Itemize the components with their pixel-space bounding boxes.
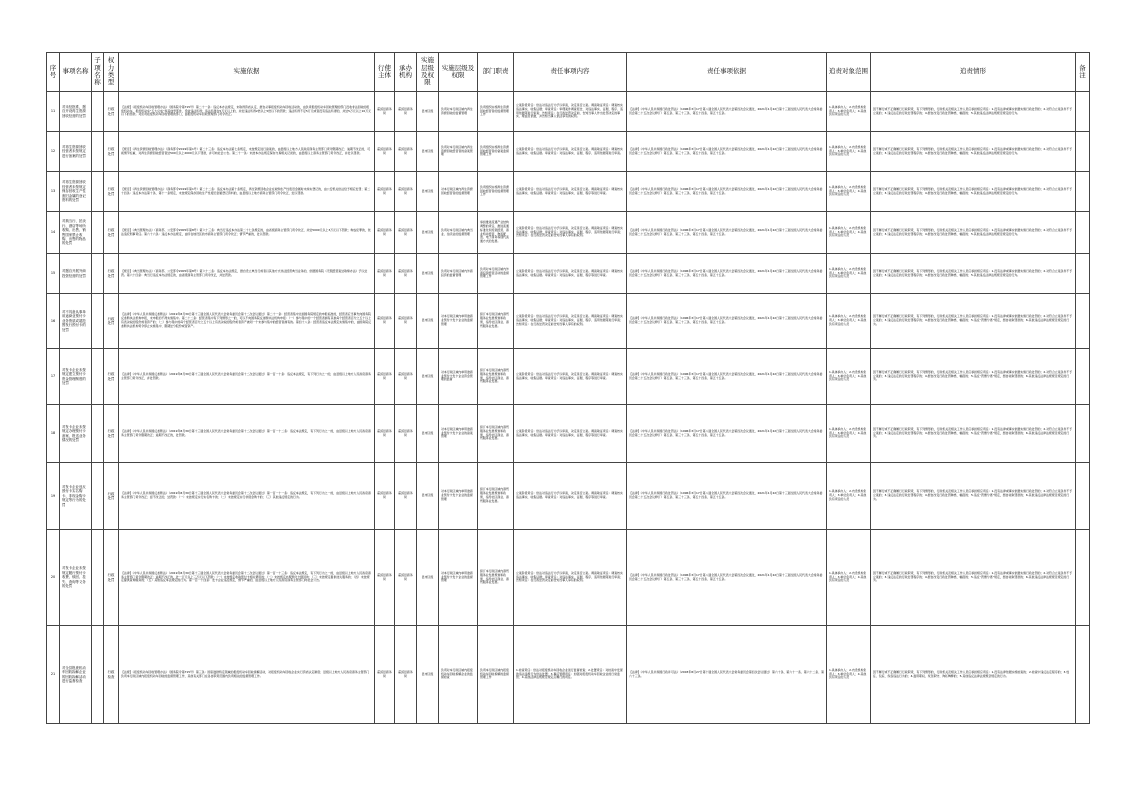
table-row [47, 254, 1090, 294]
cell-remark [1076, 463, 1090, 530]
cell-power-type: 行政处罚 [104, 294, 119, 349]
cell-sub-item [92, 405, 104, 463]
cell-idx: 17 [47, 349, 60, 405]
cell-situation: 因不履行或不正确履行行政职责，有下列情形的，行政机关及相关工作人员应承担相应责任：1.没有法律或事实依据实施行政处罚的；2.对符合立案条件不予立案的；3.违反法定的行政处罚程序的；4.擅自改变行政处罚种类、幅度的；5.违反“罚缴分离”规定，擅自收取罚款的；6.其他违反法律法规规章规定的行为。 [871, 405, 1076, 463]
table-row [47, 405, 1090, 463]
col-duty-basis: 责任事项依据 [627, 53, 827, 92]
col-power-type: 权力类型 [104, 53, 119, 92]
cell-remark [1076, 92, 1090, 132]
cell-subject: 霍邱县商务局 [375, 405, 395, 463]
cell-situation: 因不履行或不正确履行行政职责，有下列情形的，行政机关及相关工作人员应承担相应责任：1.没有法律或事实依据实施行政处罚的；2.对符合立案条件不予立案的；3.违反法定的行政处罚程序的；4.擅自改变行政处罚种类、幅度的；5.其他违反法律法规规章规定的行为。 [871, 172, 1076, 212]
cell-dept-duty: 承担推进流通产业结构调整的责任，推进流通标准化和连锁经营、商业特许经营、物流配送、电子商务等现代流通方式的发展。 [478, 212, 514, 254]
cell-dept-duty: 拟订本行政区域内商贸服务业发展规划和政策，指导社区商业、商贸服务业发展。 [478, 463, 514, 530]
col-level: 实施层级及权限 [417, 53, 439, 92]
cell-idx: 13 [47, 172, 60, 212]
cell-duty-basis: 【法律】《中华人民共和国行政处罚法》（1996年3月17日第八届全国人民代表大会第四次会议通过，2021年1月22日第十三届全国人民代表大会常务委员会第二十五次会议修订）第五条、第三十三条、第五十四条、第五十五条。 [627, 530, 827, 626]
cell-level: 县市区级 [417, 294, 439, 349]
col-level-basis: 实施层级及权限 [439, 53, 478, 92]
cell-target: 1.具体承办人；2.内设机构负责人；3.单位负责人；4.其他负有责任的人员 [827, 212, 871, 254]
table-row [47, 132, 1090, 172]
cell-subject: 霍邱县商务局 [375, 530, 395, 626]
cell-situation: 因不履行或不正确履行行政职责，有下列情形的，行政机关及相关工作人员应承担相应责任：1.没有法律或事实依据实施行政处罚的；2.对符合立案条件不予立案的；3.违反法定的行政处罚程序的；4.擅自改变行政处罚种类、幅度的；5.其他违反法律法规规章规定的行为。 [871, 212, 1076, 254]
col-sub-item: 子项名称 [92, 53, 104, 92]
cell-org: 霍邱县商务局 [395, 254, 417, 294]
cell-duty-basis: 【法律】《中华人民共和国行政处罚法》（1996年3月17日第八届全国人民代表大会第四次会议通过，2021年1月22日第十三届全国人民代表大会常务委员会第二十五次会议修订）第五条、第三十三条、第五十四条、第五十五条。 [627, 349, 827, 405]
col-remark: 备注 [1076, 53, 1090, 92]
cell-org: 霍邱县商务局 [395, 92, 417, 132]
cell-dept-duty: 负责组织实施再生资源回收经营者的监督管理工作 [478, 172, 514, 212]
cell-target: 1.具体承办人；2.内设机构负责人；3.单位负责人；4.其他负有责任的人员 [827, 530, 871, 626]
cell-org: 霍邱县商务局 [395, 463, 417, 530]
cell-dept-duty: 拟订本行政区域内商贸服务业发展规划和政策，指导社区商业、商贸服务业发展。 [478, 294, 514, 349]
cell-power-type: 行政处罚 [104, 405, 119, 463]
cell-level-basis: 负责对本行政区域内再生资源回收的监督管理 [439, 92, 478, 132]
cell-level: 县市区级 [417, 172, 439, 212]
cell-basis: 【法律】《中华人民共和国反垄断法》（2019年8月30日第十三届全国人民代表大会常务委员会第十二次会议通过）第一百一十条：违反本法规定，有下列行为之一的，由县级以上地方人民政府商务主管部门责令改正，并处罚款。 [119, 349, 375, 405]
cell-idx: 15 [47, 254, 60, 294]
cell-duty-content: 立案阶段责任：依法对违法行为予以审查，决定是否立案。调查取证责任：调查核实违法事实，收集证据。审查责任：对违法事实、证据、程序等进行审查。 [514, 463, 627, 530]
cell-sub-item [92, 349, 104, 405]
cell-situation: 因不履行或不正确履行行政职责，有下列情形的，行政机关及相关工作人员应承担相应责任：1.没有法律或事实依据实施行政处罚的；2.对符合立案条件不予立案的；3.违反法定的行政处罚程序的；4.擅自改变行政处罚种类、幅度的；5.违反“罚缴分离”规定，擅自收取罚款的；6.其他违反法律法规规章规定的行为。 [871, 530, 1076, 626]
cell-duty-basis: 【法律】《中华人民共和国行政处罚法》（1996年3月17日第八届全国人民代表大会第四次会议通过，2021年1月22日第十三届全国人民代表大会常务委员会第二十五次会议修订）第五条、第三十三条、第五十四条、第五十五条。 [627, 132, 827, 172]
cell-subject: 霍邱县商务局 [375, 254, 395, 294]
cell-situation: 因不履行或不正确履行行政职责，有下列情形的，行政机关及相关工作人员应承担相应责任：1.没有法律或事实依据实施行政处罚的；2.对符合立案条件不予立案的；3.违反法定的行政处罚程序的；4.擅自改变行政处罚种类、幅度的；5.违反“罚缴分离”规定，擅自收取罚款的；6.其他违反法律法规规章规定的行为。 [871, 294, 1076, 349]
col-idx: 序号 [47, 53, 60, 92]
cell-level-basis: 对本行政区域内单用途商业预付卡发卡企业资金管理的监督 [439, 349, 478, 405]
cell-duty-basis: 【法律】《中华人民共和国行政处罚法》（1996年3月17日第八届全国人民代表大会第四次会议通过，2021年1月22日第十三届全国人民代表大会常务委员会第二十五次会议修订）第五条、第三十三条、第五十四条、第五十五条。 [627, 254, 827, 294]
cell-sub-item [92, 626, 104, 724]
cell-level-basis: 负责对本行政区域内报废机动车回收拆解企业的监督检查 [439, 626, 478, 724]
cell-remark [1076, 294, 1090, 349]
cell-level-basis: 负责对本行政区域内典当业、拍卖业的监督管理 [439, 212, 478, 254]
cell-duty-content: 立案阶段责任：依法对违法行为予以审查，决定是否立案。调查取证责任：调查核实违法事实，收集证据。审查责任：对违法事实、证据、程序等进行审查。 [514, 349, 627, 405]
cell-target: 1.具体承办人；2.内设机构负责人；3.单位负责人；4.其他负有责任的人员 [827, 405, 871, 463]
cell-situation: 因不履行或不正确履行行政职责，有下列情形的，行政机关及相关工作人员应承担相应责任：1.没有法律或事实依据实施行政处罚的；2.对符合立案条件不予立案的；3.违反法定的行政处罚程序的；4.擅自改变行政处罚种类、幅度的；5.其他违反法律法规规章规定的行为。 [871, 92, 1076, 132]
cell-item-name: 对再生资源回收经营者未按规定进行备案的处罚 [60, 132, 92, 172]
cell-target: 1.具体承办人；2.内设机构负责人；3.单位负责人；4.其他负有责任的人员 [827, 172, 871, 212]
cell-basis: 【法律】《中华人民共和国反垄断法》（2019年8月30日第十三届全国人民代表大会常务委员会第十二次会议通过）第一百一十二条：违反本法规定，有下列行为之一的，由县级以上地方人民政府商务主管部门责令限期改正；逾期不改正的，处罚款。 [119, 405, 375, 463]
cell-power-type: 行政处罚 [104, 212, 119, 254]
cell-item-name: 对发卡企业违反预付卡实名购卡、非现金购卡规定等行为的处罚 [60, 463, 92, 530]
table-row [47, 463, 1090, 530]
cell-dept-duty: 拟订本行政区域内商贸服务业发展规划和政策，指导社区商业、商贸服务业发展。 [478, 405, 514, 463]
col-subject: 行使主体 [375, 53, 395, 92]
cell-remark [1076, 212, 1090, 254]
col-situation: 追责情形 [871, 53, 1076, 92]
cell-item-name: 对擅自开展外商投资经营的处罚 [60, 254, 92, 294]
cell-remark [1076, 349, 1090, 405]
cell-idx: 20 [47, 530, 60, 626]
cell-level-basis: 对本行政区域内单用途商业预付卡发卡企业的监督管理 [439, 530, 478, 626]
cell-situation: 因不履行或不正确履行行政职责，有下列情形的，行政机关及相关工作人员应承担相应责任：1.没有法律或事实依据实施行政处罚的；2.对符合立案条件不予立案的；3.违反法定的行政处罚程序的；4.擅自改变行政处罚种类、幅度的；5.违反“罚缴分离”规定，擅自收取罚款的；6.其他违反法律法规规章规定的行为。 [871, 463, 1076, 530]
cell-remark [1076, 172, 1090, 212]
cell-basis: 【规章】《典当管理办法》（商务部、公安部令2005年第8号）第六十三条：典当行违反本办法第二十七条规定的，由省级商务主管部门责令改正，并处5000元以上3万元以下罚款；构成犯罪的，依法追究刑事责任。第六十六条：违反本办法规定，由所在地设区的市商务主管部门责令改正；情节严重的，处以罚款。 [119, 212, 375, 254]
cell-sub-item [92, 294, 104, 349]
cell-idx: 18 [47, 405, 60, 463]
cell-duty-content: 立案阶段责任：依法对违法行为予以审查，决定是否立案。调查取证责任：调查核实违法事实，收集证据；审查责任：对违法事实、证据、程序、适用依据等进行审查；告知责任：在行政处罚决定前告知当事人享有的权利。 [514, 530, 627, 626]
cell-level-basis: 对本行政区域内单用途商业预付卡发卡企业的备案管理 [439, 405, 478, 463]
cell-remark [1076, 530, 1090, 626]
cell-sub-item [92, 132, 104, 172]
power-list-table [46, 52, 1090, 724]
cell-idx: 16 [47, 294, 60, 349]
cell-target: 1.具体承办人；2.内设机构负责人；3.单位负责人；4.其他负有责任的人员 [827, 294, 871, 349]
cell-level: 县市区级 [417, 132, 439, 172]
table-row [47, 294, 1090, 349]
table-row [47, 92, 1090, 132]
cell-power-type: 行政处罚 [104, 254, 119, 294]
cell-power-type: 行政处罚 [104, 132, 119, 172]
cell-duty-content: 立案阶段责任：依法对违法行为予以审查，决定是否立案。调查取证责任：调查核实违法事实，收集证据。审查责任：对违法事实、证据、程序等进行审查。 [514, 172, 627, 212]
cell-item-name: 对发卡企业未按规定建立预付卡资金管理制度的处罚 [60, 349, 92, 405]
table-row [47, 212, 1090, 254]
cell-level-basis: 对本行政区域内单用途商业预付卡发卡企业的监督管理 [439, 294, 478, 349]
cell-duty-content: 1.检查责任：依法对报废机动车回收企业进行监督检查；2.处置责任：对检查中发现的违法违规行为依法处置；3.事后管理责任：加强对报废机动车回收企业的日常监管；4.其他法律法规规章规定应履行的责任。 [514, 626, 627, 724]
cell-level: 县市区级 [417, 349, 439, 405]
cell-item-name: 对未经批准，擅自开设再生资源回收经营的处罚 [60, 92, 92, 132]
cell-idx: 11 [47, 92, 60, 132]
cell-level-basis: 负责对本行政区域内外商投资的监督管理 [439, 254, 478, 294]
cell-basis: 【规章】《典当管理办法》（商务部、公安部令2005年第8号）第六十二条：违反本办法规定，擅自设立典当行或者以其他方式非法经营典当业务的，依据国务院《无照经营查处取缔办法》予以处罚。第六十四条：典当行违反本办法规定的，由省级商务主管部门责令改正，并处罚款。 [119, 254, 375, 294]
cell-power-type: 行政检查 [104, 626, 119, 724]
cell-subject: 霍邱县商务局 [375, 349, 395, 405]
cell-level: 县市区级 [417, 463, 439, 530]
cell-sub-item [92, 92, 104, 132]
cell-idx: 14 [47, 212, 60, 254]
cell-sub-item [92, 530, 104, 626]
col-org: 承办机构 [395, 53, 417, 92]
cell-basis: 【法规】《报废机动车回收管理办法》（国务院令第715号）第二十一条：违反本办法规定，未取得资质认定，擅自从事报废机动车回收活动的，由负责报废机动车回收管理的部门没收非法回收的报废机动车、报废机动车“五大总成”和其他零部件，没收违法所得；违法所得在5万元以上的，并处违法所得2倍以上5倍以下的罚款；违法所得不足5万元或者没有违法所得的，并处5万元以上10万元以下的罚款。对负责报废机动车回收管理的部门，由报废机动车回收管理部门责令改正。 [119, 92, 375, 132]
cell-subject: 霍邱县商务局 [375, 92, 395, 132]
table-row [47, 172, 1090, 212]
col-basis: 实施依据 [119, 53, 375, 92]
cell-org: 霍邱县商务局 [395, 172, 417, 212]
cell-level: 县市区级 [417, 92, 439, 132]
table-row [47, 626, 1090, 724]
cell-situation: 因不履行或不正确履行行政职责，有下列情形的，行政机关及相关工作人员应承担相应责任：1.没有法律或事实依据实施行政处罚的；2.对符合立案条件不予立案的；3.违反法定的行政处罚程序的；4.擅自改变行政处罚种类、幅度的；5.其他违反法律法规规章规定的行为。 [871, 132, 1076, 172]
cell-duty-content: 立案阶段责任：依法对违法行为予以审查，决定是否立案。调查取证责任：调查核实违法事实，收集证据；审查责任：审理案件调查报告，对违法事实、证据、程序、适用依据等进行审查；告知责任：在行政处罚决定前，告知当事人作出处罚决定的事实、理由及依据，并告知当事人依法享有的权利。 [514, 92, 627, 132]
cell-duty-basis: 【法律】《中华人民共和国行政处罚法》（1996年3月17日第八届全国人民代表大会第四次会议通过，2021年1月22日第十三届全国人民代表大会常务委员会第二十五次会议修订）第五条、第三十三条、第五十四条、第五十五条。 [627, 463, 827, 530]
cell-subject: 霍邱县商务局 [375, 172, 395, 212]
cell-dept-duty: 负责本行政区域内报废机动车回收拆解的监督管理工作 [478, 626, 514, 724]
cell-dept-duty: 负责组织实施再生资源回收经营者的备案监督管理工作 [478, 132, 514, 172]
cell-target: 1.具体承办人；2.内设机构负责人；3.单位负责人；4.其他负有责任的人员 [827, 626, 871, 724]
cell-org: 霍邱县商务局 [395, 294, 417, 349]
cell-org: 霍邱县商务局 [395, 626, 417, 724]
cell-level: 县市区级 [417, 626, 439, 724]
cell-org: 霍邱县商务局 [395, 132, 417, 172]
cell-sub-item [92, 254, 104, 294]
cell-duty-basis: 【法律】《中华人民共和国行政处罚法》（1996年3月17日第八届全国人民代表大会第四次会议通过，2021年1月22日第十三届全国人民代表大会常务委员会第二十五次会议修订）第五条、第三十三条、第五十四条、第五十五条。 [627, 92, 827, 132]
cell-basis: 【法律】《中华人民共和国反垄断法》（2019年8月30日第十三届全国人民代表大会常务委员会第十二次会议通过）第一百一十一条：违反本法规定，有下列行为之一的，由县级以上地方人民政府商务主管部门责令改正；拒不改正的，处罚款：（一）未按规定实行实名购卡的；（二）未按规定实行非现金购卡的；（三）其他违反规定的行为。 [119, 463, 375, 530]
col-duty-content: 责任事项内容 [514, 53, 627, 92]
cell-level-basis: 对本行政区域内单用途商业预付卡发卡企业的监督管理 [439, 463, 478, 530]
cell-target: 1.具体承办人；2.内设机构负责人；3.单位负责人；4.其他负有责任的人员 [827, 349, 871, 405]
cell-dept-duty: 拟订本行政区域内商贸服务业发展规划和政策，指导社区商业、商贸服务业发展。 [478, 349, 514, 405]
cell-target: 1.具体承办人；2.内设机构负责人；3.单位负责人；4.其他负有责任的人员 [827, 132, 871, 172]
cell-situation: 因不履行或不正确履行行政职责，有下列情形的，行政机关及相关工作人员应承担相应责任：1.没有法律或事实依据实施行政处罚的；2.对符合立案条件不予立案的；3.违反法定的行政处罚程序的；4.擅自改变行政处罚种类、幅度的；5.其他违反法律法规规章规定的行为。 [871, 254, 1076, 294]
cell-subject: 霍邱县商务局 [375, 294, 395, 349]
cell-idx: 12 [47, 132, 60, 172]
cell-subject: 霍邱县商务局 [375, 463, 395, 530]
cell-duty-basis: 【法律】《中华人民共和国行政处罚法》（1996年3月17日第八届全国人民代表大会第四次会议通过，2021年1月22日第十三届全国人民代表大会常务委员会第二十五次会议修订）第五条、第三十三条、第五十四条、第五十五条。 [627, 212, 827, 254]
cell-level: 县市区级 [417, 254, 439, 294]
cell-org: 霍邱县商务局 [395, 349, 417, 405]
cell-remark [1076, 132, 1090, 172]
cell-item-name: 对全县报废机动车回收拆解企业的回收拆解活动进行监督检查 [60, 626, 92, 724]
cell-basis: 【法规】《报废机动车回收管理办法》（国务院令第715号）第三条：国家鼓励特定领域的报废机动车回收拆解活动，对报废机动车回收企业实行资质认定制度；县级以上地方人民政府商务主管部门负责本行政区域内报废机动车回收的监督管理工作，其他有关部门在各自职责范围内负责相关的监督管理工作。 [119, 626, 375, 724]
col-target: 追责对象范围 [827, 53, 871, 92]
cell-target: 1.具体承办人；2.内设机构负责人；3.单位负责人；4.其他负有责任的人员 [827, 463, 871, 530]
cell-remark [1076, 405, 1090, 463]
cell-duty-basis: 【法律】《中华人民共和国行政处罚法》（1996年3月17日第八届全国人民代表大会第四次会议通过，2021年1月22日第十三届全国人民代表大会常务委员会第二十五次会议修订）第五条、第三十三条、第五十四条、第五十五条。 [627, 294, 827, 349]
col-item-name: 事项名称 [60, 53, 92, 92]
cell-power-type: 行政处罚 [104, 172, 119, 212]
cell-target: 1.具体承办人；2.内设机构负责人；3.单位负责人；4.其他负有责任的人员 [827, 92, 871, 132]
cell-duty-basis: 【法律】《中华人民共和国行政许可法》（2003年8月27日第十届全国人民代表大会常务委员会第四次会议通过）第六十条、第六十一条、第六十二条、第六十三条。 [627, 626, 827, 724]
cell-level: 县市区级 [417, 212, 439, 254]
cell-level-basis: 对本行政区域内再生资源回收经营者的监督管理 [439, 172, 478, 212]
cell-subject: 霍邱县商务局 [375, 626, 395, 724]
cell-situation: 因不履行或不正确履行行政职责，有下列情形的，行政机关及相关工作人员应承担相应责任：1.没有法律依据实施检查的；2.检查中违反法定程序的；3.放任、包庇、纵容违法行为的；4.滥用职权、玩忽职守、徇私舞弊的；5.其他违反法律法规规章规定的行为。 [871, 626, 1076, 724]
table-row [47, 530, 1090, 626]
table-row [47, 349, 1090, 405]
cell-basis: 【法律】《中华人民共和国反垄断法》（2019年8月30日第十三届全国人民代表大会常务委员会第十二次会议通过）第一百一十三条：违反本法规定，有下列行为之一的，由县级以上地方人民政府商务主管部门责令限期改正；逾期不改正的，处一万元以上三万元以下罚款：（一）未按规定收取预付卡相关费用的；（二）未按规定办理预付卡赎回的；（三）未按规定提供挂失服务的；（四）未按规定提供查询服务的；（五）其他违反本法规定的行为。第一百一十四条：发卡企业违反规定，情节严重的，由县级以上地方人民政府商务主管部门向社会公告。 [119, 530, 375, 626]
cell-power-type: 行政处罚 [104, 463, 119, 530]
cell-level: 县市区级 [417, 530, 439, 626]
cell-power-type: 行政处罚 [104, 349, 119, 405]
cell-sub-item [92, 463, 104, 530]
cell-sub-item [92, 212, 104, 254]
cell-duty-content: 立案阶段责任：依法对违法行为予以审查，决定是否立案。调查取证责任：调查核实违法事实，收集证据。审查责任：对违法事实、证据、程序等进行审查。 [514, 405, 627, 463]
cell-dept-duty: 拟订本行政区域内商贸服务业发展规划和政策，指导社区商业、商贸服务业发展。 [478, 530, 514, 626]
cell-org: 霍邱县商务局 [395, 530, 417, 626]
cell-idx: 21 [47, 626, 60, 724]
cell-subject: 霍邱县商务局 [375, 132, 395, 172]
cell-duty-content: 立案阶段责任：依法对违法行为予以审查，决定是否立案。调查取证责任：调查核实违法事实，收集证据；审查责任：对违法事实、证据、程序、适用依据等进行审查；告知责任：在行政处罚决定前告知当事人享有的权利。 [514, 294, 627, 349]
header-row [47, 53, 1090, 92]
cell-item-name: 对再生资源回收经营者未按规定保存回收生产性废旧金属的登记资料的处罚 [60, 172, 92, 212]
table-body [47, 92, 1090, 724]
cell-level-basis: 负责对本行政区域内再生资源回收经营者的备案管理 [439, 132, 478, 172]
cell-target: 1.具体承办人；2.内设机构负责人；3.单位负责人；4.其他负有责任的人员 [827, 254, 871, 294]
col-dept-duty: 部门职责 [478, 53, 514, 92]
cell-level: 县市区级 [417, 405, 439, 463]
cell-item-name: 对典当行、拍卖行、酒店等场所收购、出售、销售国家禁止收购、出售的物品的处罚 [60, 212, 92, 254]
cell-power-type: 行政处罚 [104, 530, 119, 626]
cell-duty-content: 立案阶段责任：依法对违法行为予以审查，决定是否立案。调查取证责任：调查核实违法事实，收集证据。审查责任：对违法事实、证据、程序、适用依据等进行审查。 [514, 132, 627, 172]
cell-duty-basis: 【法律】《中华人民共和国行政处罚法》（1996年3月17日第八届全国人民代表大会第四次会议通过，2021年1月22日第十三届全国人民代表大会常务委员会第二十五次会议修订）第五条、第三十三条、第五十四条、第五十五条。 [627, 405, 827, 463]
cell-subject: 霍邱县商务局 [375, 212, 395, 254]
cell-org: 霍邱县商务局 [395, 212, 417, 254]
cell-basis: 【规章】《再生资源回收管理办法》（商务部令2019年第1号）第二十三条：违反本办法第七条规定，未按规定进行备案的，由县级以上地方人民政府商务主管部门责令限期改正；逾期不改正的，可视情节轻重，对再生资源回收经营者处500元以上2000元以下罚款，并可向社会公告。第二十一条：未按本办法规定保存交易相关记录的，由县级以上商务主管部门责令改正，并处以罚款。 [119, 132, 375, 172]
cell-basis: 【规章】《再生资源回收管理办法》（商务部令2019年第1号）第二十二条：违反本办法第十条规定，再生资源回收企业在收购生产性废旧金属时未如实登记的，由公安机关依法给予相应处罚；第二十四条：违反本办法第十条、第十一条规定，未按规定保存回收生产性废旧金属登记资料的，由县级以上地方商务主管部门责令改正，处以罚款。 [119, 172, 375, 212]
cell-power-type: 行政处罚 [104, 92, 119, 132]
cell-item-name: 对发卡企业未按规定办理预付卡备案、报送业务情况的处罚 [60, 405, 92, 463]
cell-duty-content: 立案阶段责任：依法对违法行为予以审查，决定是否立案。调查取证责任：调查核实违法事实，收集证据。审查责任：对违法事实、证据、程序等进行审查。 [514, 254, 627, 294]
cell-org: 霍邱县商务局 [395, 405, 417, 463]
cell-idx: 19 [47, 463, 60, 530]
cell-item-name: 对发卡企业未按规定履行预付卡收费、赎回、挂失、查询等义务的处罚 [60, 530, 92, 626]
cell-situation: 因不履行或不正确履行行政职责，有下列情形的，行政机关及相关工作人员应承担相应责任：1.没有法律或事实依据实施行政处罚的；2.对符合立案条件不予立案的；3.违反法定的行政处罚程序的；4.擅自改变行政处罚种类、幅度的；5.违反“罚缴分离”规定，擅自收取罚款的；6.其他违反法律法规规章规定的行为。 [871, 349, 1076, 405]
cell-dept-duty: 负责组织实施再生资源回收经营者的监督管理工作 [478, 92, 514, 132]
cell-sub-item [92, 172, 104, 212]
cell-item-name: 对不具备从事单用途商业预付卡业务资质或超范围发行预付卡的处罚 [60, 294, 92, 349]
cell-basis: 【法律】《中华人民共和国反垄断法》（2019年8月30日第十三届全国人民代表大会常务委员会第十二次会议通过）第二十一条：经营者集中达到国务院规定的申报标准的，经营者应当事先向国务院反垄断执法机构申报，未申报的不得实施集中。第二十二条：经营者集中有下列情形之一的，可以不向国务院反垄断执法机构申报：（一）参与集中的一个经营者拥有其他每个经营者百分之五十以上有表决权的股份或者资产的；（二）参与集中的每个经营者百分之五十以上有表决权的股份或者资产被同一个未参与集中的经营者拥有的。第四十八条：经营者违反本法规定实施集中的，由国务院反垄断执法机构责令停止实施集中、限期处分股份或者资产。 [119, 294, 375, 349]
cell-duty-content: 立案阶段责任：依法对违法行为予以审查，决定是否立案。调查取证责任：调查核实违法事实，收集证据；审查责任：对违法事实、证据、程序、适用依据等进行审查；告知责任：在行政处罚决定前告知当事人享有的权利。 [514, 212, 627, 254]
cell-duty-basis: 【法律】《中华人民共和国行政处罚法》（1996年3月17日第八届全国人民代表大会第四次会议通过，2021年1月22日第十三届全国人民代表大会常务委员会第二十五次会议修订）第五条、第三十三条、第五十四条、第五十五条。 [627, 172, 827, 212]
cell-remark [1076, 254, 1090, 294]
cell-dept-duty: 负责对本行政区域内外商投资经营活动的监督管理工作 [478, 254, 514, 294]
cell-remark [1076, 626, 1090, 724]
